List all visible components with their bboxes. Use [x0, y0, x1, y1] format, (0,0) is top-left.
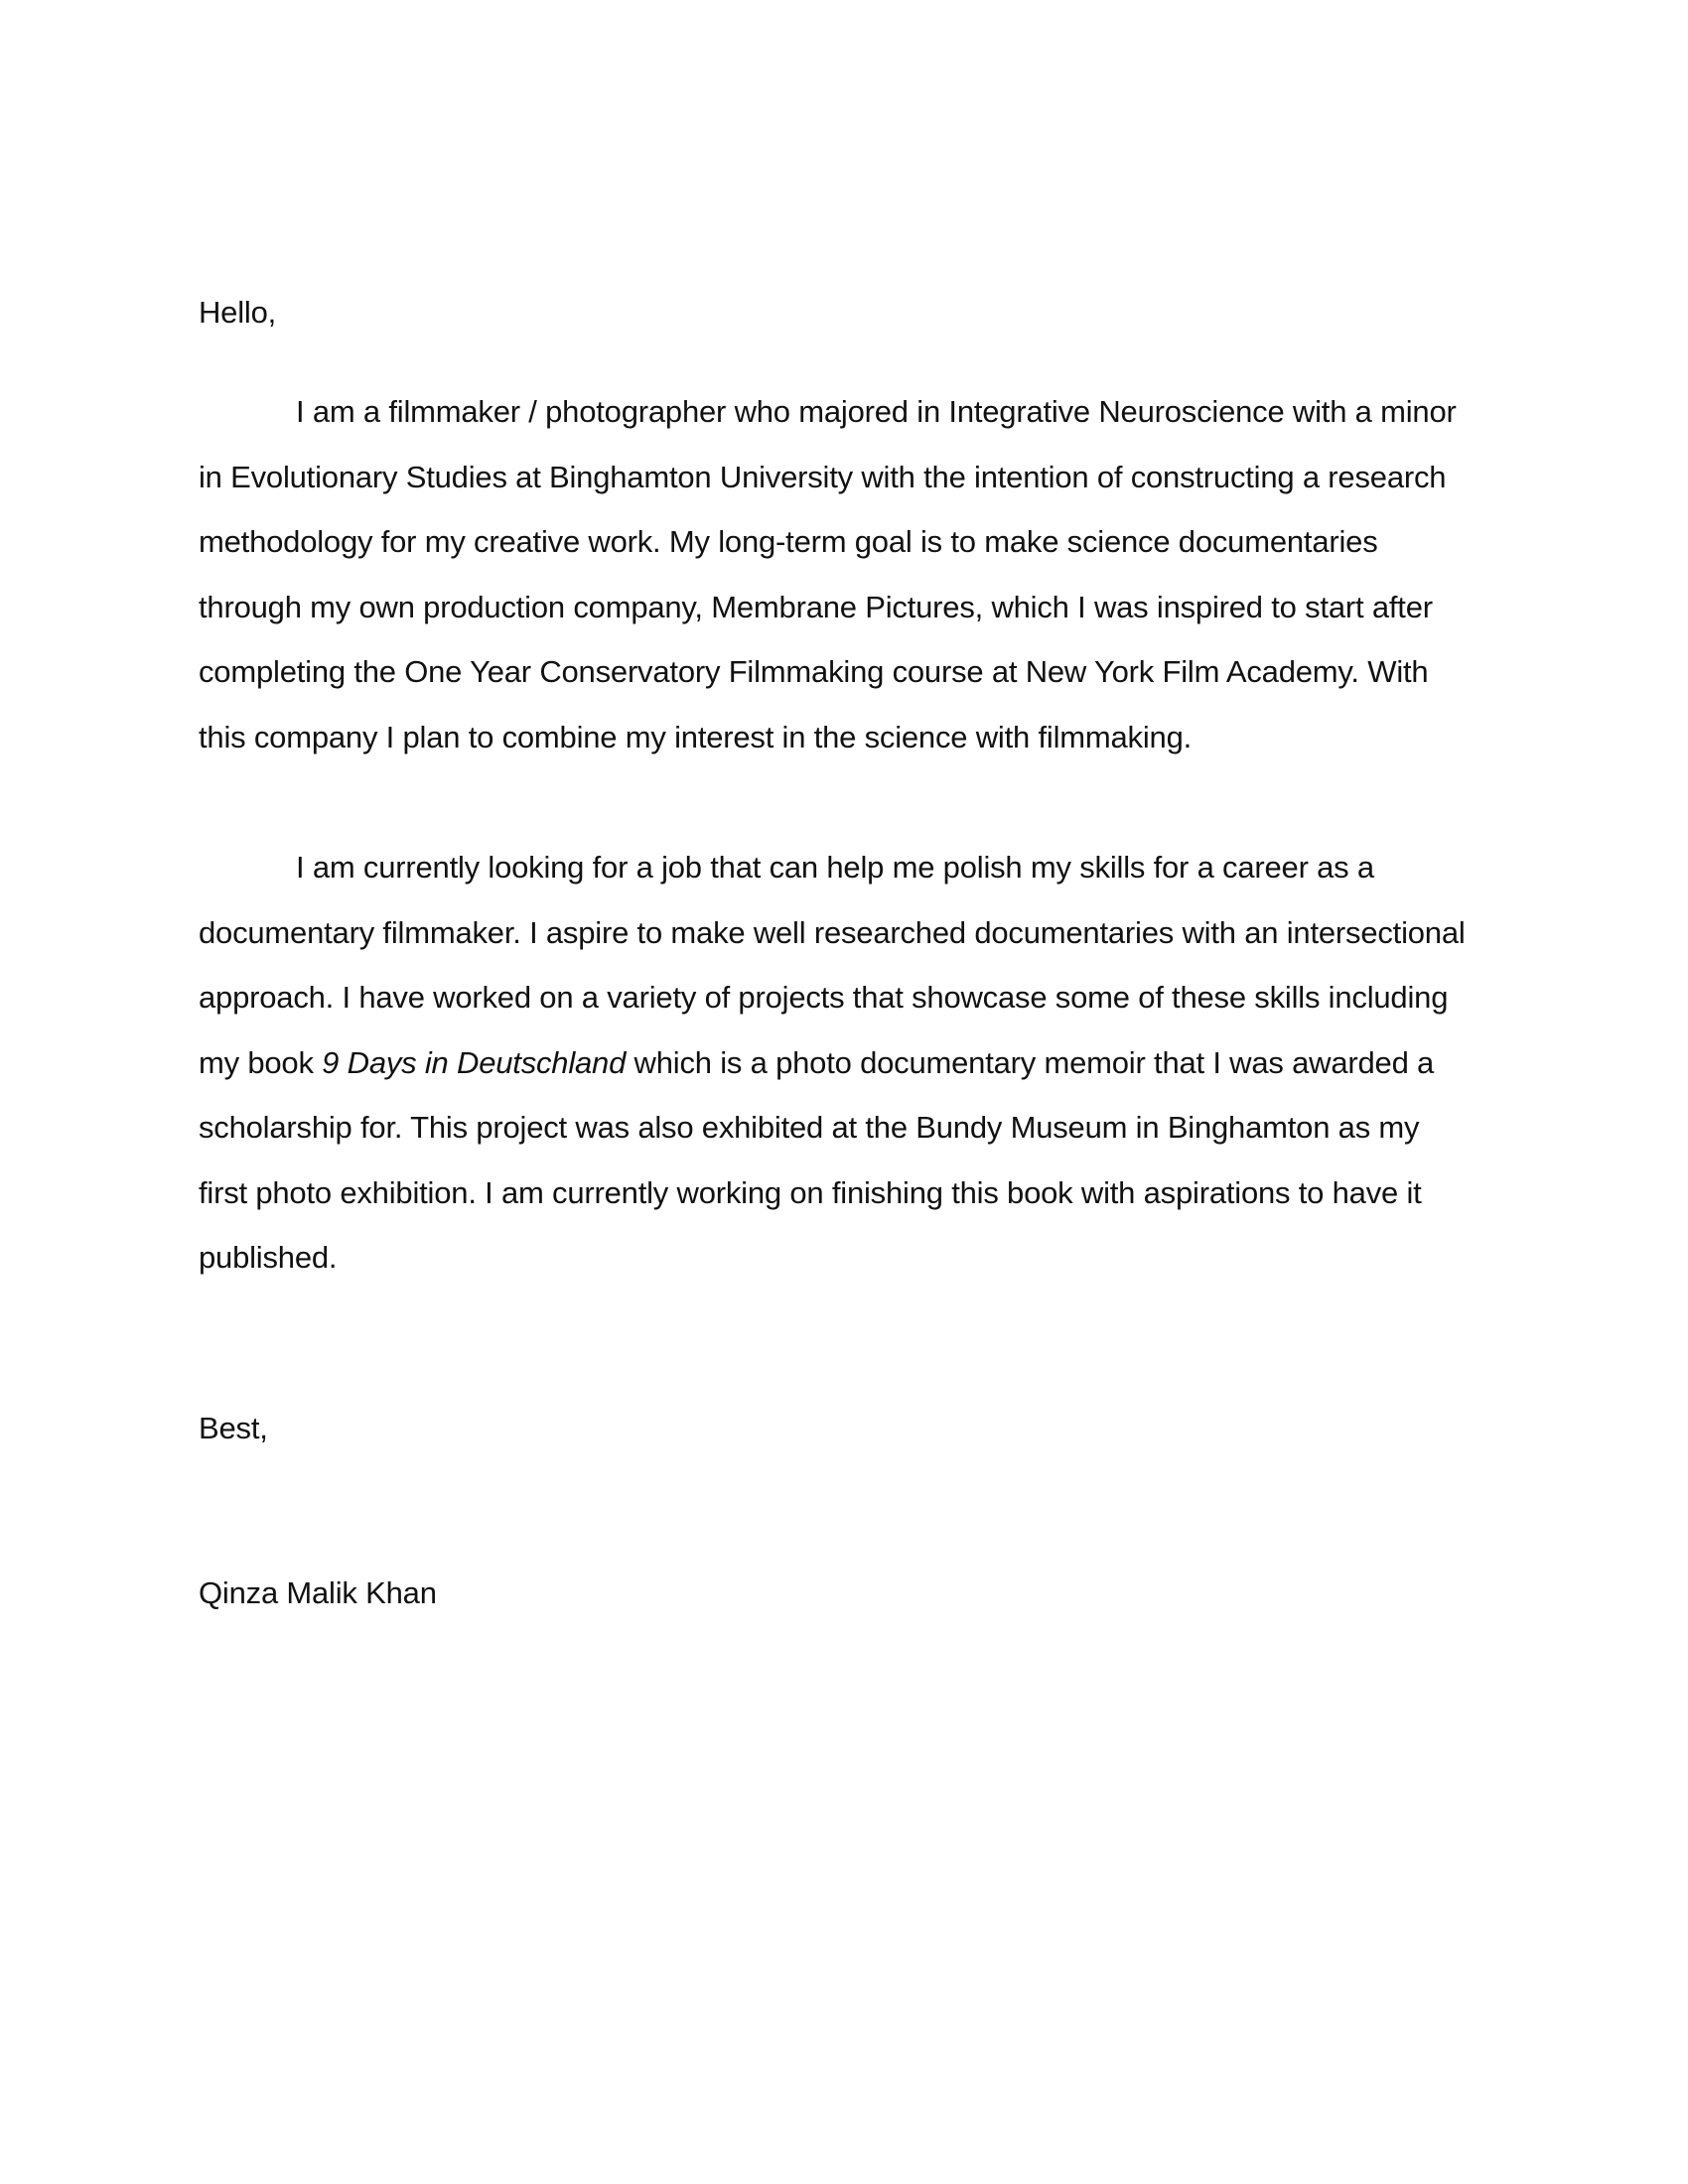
paragraph-1-line: through my own production company, Membrane Pictures, which I was inspired to start after — [199, 589, 1433, 624]
greeting-text: Hello, — [199, 295, 277, 330]
line-text: which is a photo documentary memoir that I was awarded a — [626, 1044, 1435, 1080]
closing — [199, 1396, 1479, 1461]
paragraph-2-line: documentary filmmaker. I aspire to make well researched documentaries with an intersectional — [199, 914, 1466, 950]
greeting — [199, 280, 1479, 345]
paragraph-2-line — [199, 1030, 1479, 1096]
paragraph-2-line: scholarship for. This project was also exhibited at the Bundy Museum in Binghamton as my — [199, 1110, 1420, 1145]
paragraph-1-line: this company I plan to combine my interest in the science with filmmaking. — [199, 719, 1193, 754]
paragraph-2-line: published. — [199, 1240, 338, 1275]
line-text: my book — [199, 1044, 323, 1080]
paragraph-1-line: completing the One Year Conservatory Filmmaking course at New York Film Academy. With — [199, 654, 1429, 689]
paragraph-2 — [199, 835, 1479, 1291]
paragraph-2-line: approach. I have worked on a variety of projects that showcase some of these skills including — [199, 980, 1449, 1015]
signature — [199, 1561, 1479, 1626]
paragraph-1 — [199, 379, 1479, 769]
paragraph-2-line: first photo exhibition. I am currently working on finishing this book with aspirations to have it — [199, 1174, 1422, 1210]
paragraph-2-line: I am currently looking for a job that can help me polish my skills for a career as a — [296, 850, 1374, 885]
book-title: 9 Days in Deutschland — [322, 1044, 627, 1080]
paragraph-1-line: in Evolutionary Studies at Binghamton University with the intention of constructing a research — [199, 459, 1447, 494]
paragraph-1-line: methodology for my creative work. My long-term goal is to make science documentaries — [199, 524, 1378, 559]
signature-name: Qinza Malik Khan — [199, 1575, 437, 1610]
closing-text: Best, — [199, 1411, 268, 1445]
paragraph-1-line: I am a filmmaker / photographer who majored in Integrative Neuroscience with a minor — [296, 394, 1457, 429]
